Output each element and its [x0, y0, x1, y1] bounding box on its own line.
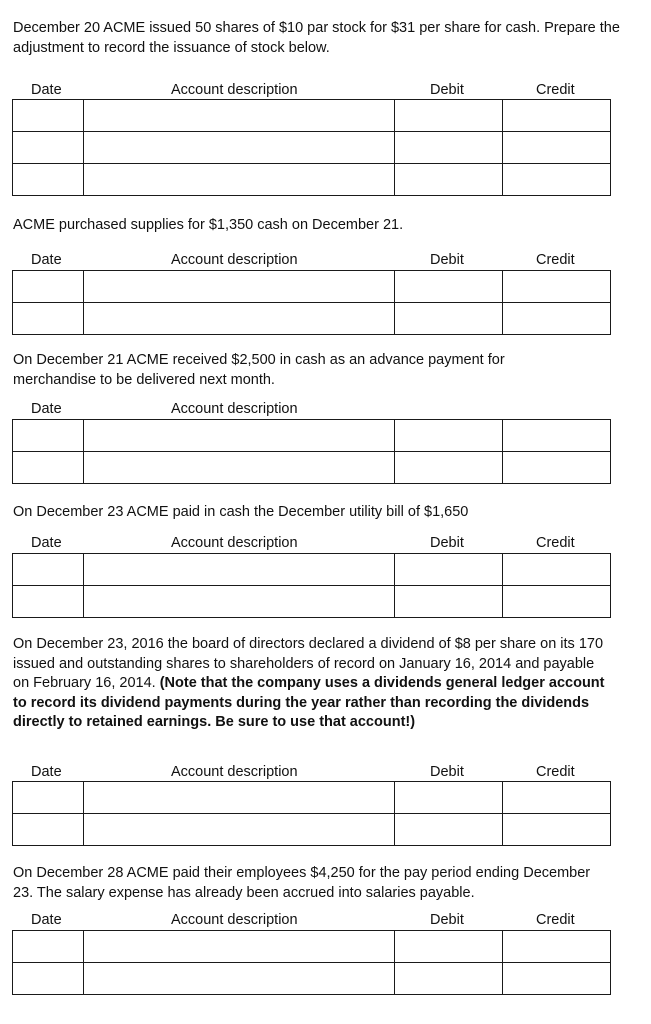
account-cell[interactable] — [84, 963, 395, 995]
account-cell[interactable] — [84, 420, 395, 452]
journal-table-3 — [12, 419, 611, 484]
account-cell[interactable] — [84, 132, 395, 164]
credit-cell[interactable] — [503, 963, 611, 995]
credit-cell[interactable] — [503, 586, 611, 618]
date-cell[interactable] — [13, 100, 84, 132]
date-cell[interactable] — [13, 271, 84, 303]
credit-cell[interactable] — [503, 782, 611, 814]
journal-header-4 — [0, 535, 651, 553]
debit-cell[interactable] — [395, 782, 503, 814]
journal-row — [13, 554, 611, 586]
debit-cell[interactable] — [395, 554, 503, 586]
date-column-header: Date — [31, 535, 62, 551]
debit-cell[interactable] — [395, 303, 503, 335]
credit-cell[interactable] — [503, 132, 611, 164]
credit-cell[interactable] — [503, 303, 611, 335]
date-cell[interactable] — [13, 554, 84, 586]
debit-cell[interactable] — [395, 132, 503, 164]
journal-table-4 — [12, 553, 611, 618]
credit-cell[interactable] — [503, 931, 611, 963]
problem-2-text: ACME purchased supplies for $1,350 cash on December 21. — [13, 217, 404, 233]
credit-cell[interactable] — [503, 814, 611, 846]
credit-column-header: Credit — [536, 82, 575, 98]
credit-cell[interactable] — [503, 100, 611, 132]
journal-header-1 — [0, 82, 651, 100]
date-cell[interactable] — [13, 931, 84, 963]
problem-1-text: December 20 ACME issued 50 shares of $10 par stock for $31 per share for cash. Prepare the adjustment to record the issuance of stock below. — [13, 20, 620, 56]
credit-cell[interactable] — [503, 271, 611, 303]
date-cell[interactable] — [13, 782, 84, 814]
debit-cell[interactable] — [395, 420, 503, 452]
account-description-column-header: Account description — [171, 764, 298, 780]
credit-cell[interactable] — [503, 164, 611, 196]
date-column-header: Date — [31, 252, 62, 268]
debit-cell[interactable] — [395, 100, 503, 132]
journal-row — [13, 164, 611, 196]
account-cell[interactable] — [84, 931, 395, 963]
journal-table-2 — [12, 270, 611, 335]
date-cell[interactable] — [13, 814, 84, 846]
journal-row — [13, 271, 611, 303]
account-cell[interactable] — [84, 303, 395, 335]
journal-row — [13, 586, 611, 618]
date-cell[interactable] — [13, 963, 84, 995]
journal-header-6 — [0, 912, 651, 930]
debit-column-header: Debit — [430, 252, 464, 268]
account-description-column-header: Account description — [171, 535, 298, 551]
credit-cell[interactable] — [503, 420, 611, 452]
date-column-header: Date — [31, 82, 62, 98]
journal-table-6 — [12, 930, 611, 995]
journal-header-3 — [0, 401, 651, 419]
debit-cell[interactable] — [395, 814, 503, 846]
credit-column-header: Credit — [536, 764, 575, 780]
date-cell[interactable] — [13, 420, 84, 452]
date-column-header: Date — [31, 401, 62, 417]
problem-5-note: (Note that the company uses a dividends general ledger account to record its dividend payments during the year rather than recording the dividends directly to retained earnings. Be sure to use that account!) — [13, 675, 605, 730]
account-cell[interactable] — [84, 164, 395, 196]
credit-cell[interactable] — [503, 554, 611, 586]
journal-header-2 — [0, 252, 651, 270]
journal-row — [13, 132, 611, 164]
credit-column-header: Credit — [536, 535, 575, 551]
account-description-column-header: Account description — [171, 401, 298, 417]
journal-header-5 — [0, 764, 651, 782]
account-cell[interactable] — [84, 554, 395, 586]
problem-3-text: On December 21 ACME received $2,500 in cash as an advance payment for merchandise to be delivered next month. — [13, 352, 505, 388]
account-cell[interactable] — [84, 452, 395, 484]
journal-table-5 — [12, 781, 611, 846]
debit-column-header: Debit — [430, 535, 464, 551]
journal-row — [13, 100, 611, 132]
account-cell[interactable] — [84, 782, 395, 814]
date-cell[interactable] — [13, 164, 84, 196]
account-description-column-header: Account description — [171, 252, 298, 268]
credit-cell[interactable] — [503, 452, 611, 484]
journal-row — [13, 963, 611, 995]
account-description-column-header: Account description — [171, 912, 298, 928]
account-cell[interactable] — [84, 586, 395, 618]
date-column-header: Date — [31, 764, 62, 780]
problem-4-text: On December 23 ACME paid in cash the December utility bill of $1,650 — [13, 504, 469, 520]
debit-column-header: Debit — [430, 764, 464, 780]
journal-table-1 — [12, 99, 611, 196]
date-cell[interactable] — [13, 132, 84, 164]
debit-cell[interactable] — [395, 586, 503, 618]
credit-column-header: Credit — [536, 912, 575, 928]
debit-cell[interactable] — [395, 452, 503, 484]
journal-row — [13, 931, 611, 963]
account-cell[interactable] — [84, 271, 395, 303]
problem-5-text: On December 23, 2016 the board of directors declared a dividend of $8 per share on its 170 issued and outstanding shares to shareholders of record on January 16, 2014 and payable on February 16, 2014. (Note that the company uses a dividends general ledger account to record its dividend payments during the year rather than recording the dividends directly to retained earnings. Be sure to use that account!) — [13, 636, 605, 730]
account-cell[interactable] — [84, 814, 395, 846]
account-cell[interactable] — [84, 100, 395, 132]
debit-cell[interactable] — [395, 271, 503, 303]
debit-column-header: Debit — [430, 912, 464, 928]
journal-row — [13, 782, 611, 814]
credit-column-header: Credit — [536, 252, 575, 268]
debit-cell[interactable] — [395, 931, 503, 963]
account-description-column-header: Account description — [171, 82, 298, 98]
debit-cell[interactable] — [395, 164, 503, 196]
journal-row — [13, 452, 611, 484]
debit-column-header: Debit — [430, 82, 464, 98]
date-column-header: Date — [31, 912, 62, 928]
date-cell[interactable] — [13, 452, 84, 484]
problem-6-text: On December 28 ACME paid their employees $4,250 for the pay period ending December 23. The salary expense has already been accrued into salaries payable. — [13, 865, 591, 901]
journal-row — [13, 420, 611, 452]
debit-cell[interactable] — [395, 963, 503, 995]
journal-row — [13, 303, 611, 335]
date-cell[interactable] — [13, 303, 84, 335]
date-cell[interactable] — [13, 586, 84, 618]
journal-row — [13, 814, 611, 846]
